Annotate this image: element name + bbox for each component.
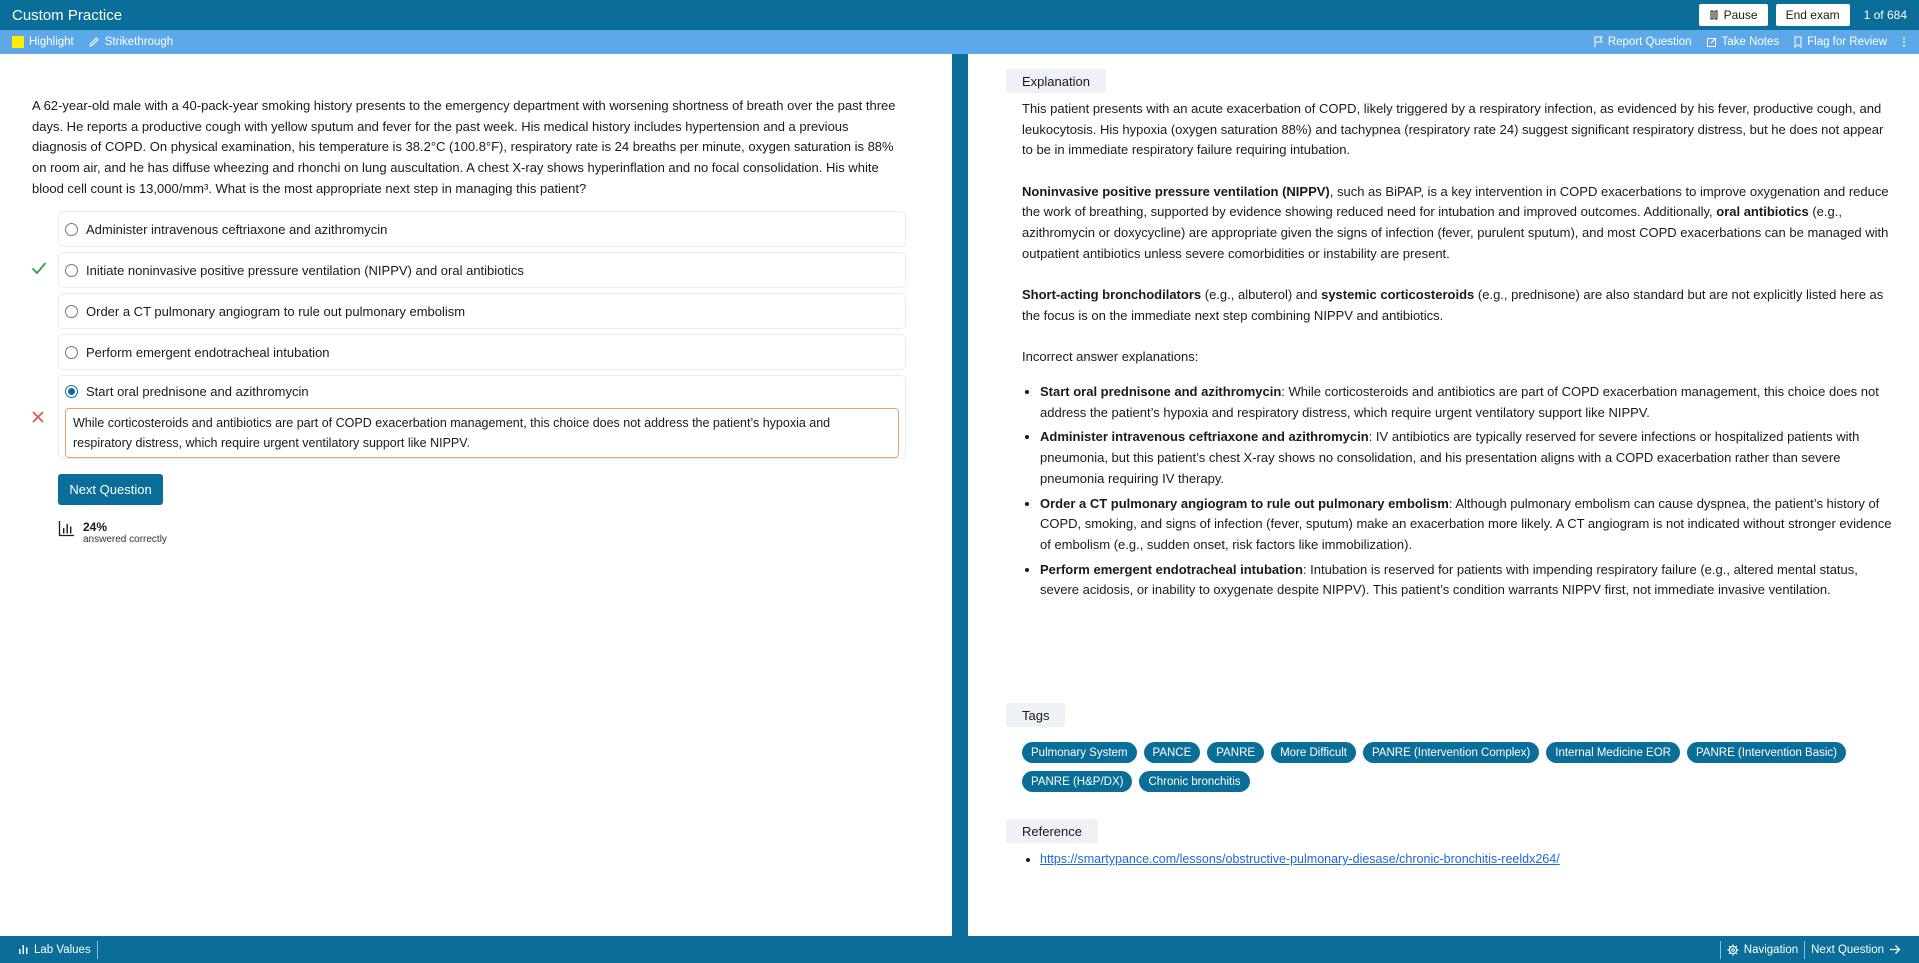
answer-choices	[58, 211, 906, 464]
explanation-pane	[968, 54, 1919, 936]
bar-chart-icon	[58, 520, 75, 537]
next-question-button[interactable]: Next Question	[58, 474, 163, 505]
radio-button[interactable]	[65, 264, 78, 277]
answer-choice-d[interactable]	[58, 334, 906, 370]
tag[interactable]: PANRE (H&P/DX)	[1022, 771, 1132, 792]
tag[interactable]: PANRE	[1207, 742, 1264, 763]
choice-label: Initiate noninvasive positive pressure ventilation (NIPPV) and oral antibiotics	[86, 262, 524, 278]
more-options-icon[interactable]	[1901, 36, 1907, 48]
report-label: Report Question	[1607, 36, 1692, 48]
flag-label: Flag for Review	[1807, 36, 1887, 48]
explanation-body	[1022, 99, 1892, 605]
navigation-label: Navigation	[1743, 943, 1799, 956]
lab-values-button[interactable]	[12, 944, 97, 956]
list-item: • Start oral prednisone and azithromycin: While corticosteroids and antibiotics are part of COPD exacerbation management, this choice does not address the patient’s hypoxia and respiratory distress, which require urgent ventilatory support like NIPPV.	[1040, 382, 1892, 423]
lab-values-label: Lab Values	[34, 943, 91, 956]
tag[interactable]: More Difficult	[1271, 742, 1356, 763]
answer-choice-c[interactable]	[58, 293, 906, 329]
choice-label: Perform emergent endotracheal intubation	[86, 344, 330, 360]
question-counter: 1 of 684	[1863, 8, 1907, 22]
highlight-tool[interactable]	[12, 36, 74, 48]
strikethrough-tool[interactable]	[88, 36, 173, 48]
tool-bar	[0, 30, 1919, 54]
arrow-right-icon	[1889, 944, 1901, 955]
divider	[97, 941, 98, 959]
notes-label: Take Notes	[1721, 36, 1780, 48]
percent-correct-label: answered correctly	[83, 534, 167, 545]
reference-heading: Reference	[1006, 819, 1098, 843]
answer-feedback: While corticosteroids and antibiotics are part of COPD exacerbation management, this choice does not address the patient’s hypoxia and respiratory distress, which require urgent ventilatory support like NIPPV.	[65, 408, 899, 458]
explanation-paragraph: Noninvasive positive pressure ventilation (NIPPV), such as BiPAP, is a key intervention in COPD exacerbations to improve oxygenation and reduce the work of breathing, supported by evidence showing reduced need for intubation and improved outcomes. Additionally, oral antibiotics (e.g., azithromycin or doxycycline) are appropriate given the signs of infection (fever, purulent sputum), and most COPD exacerbations can be managed with outpatient antibiotics unless severe comorbidities or instability are present.	[1022, 183, 1889, 261]
tag[interactable]: Chronic bronchitis	[1139, 771, 1249, 792]
gear-icon	[1727, 944, 1739, 956]
tags-heading: Tags	[1006, 703, 1065, 727]
navigation-button[interactable]	[1721, 944, 1804, 956]
top-bar	[0, 0, 1919, 30]
edit-icon	[1706, 36, 1718, 48]
report-question-button[interactable]	[1593, 36, 1692, 48]
end-exam-button[interactable]: End exam	[1776, 4, 1850, 26]
explanation-heading: Explanation	[1006, 69, 1106, 93]
radio-button[interactable]	[65, 346, 78, 359]
pause-icon	[1709, 10, 1719, 20]
radio-button-selected[interactable]	[65, 385, 78, 398]
flag-outline-icon	[1593, 36, 1604, 48]
answer-choice-e[interactable]	[58, 375, 906, 459]
percent-correct: 24%	[83, 520, 108, 534]
check-icon	[31, 261, 47, 275]
bottom-bar	[0, 936, 1919, 963]
question-pane	[0, 54, 952, 936]
pause-label: Pause	[1723, 8, 1758, 22]
list-item: • Perform emergent endotracheal intubation: Intubation is reserved for patients with impending respiratory failure (e.g., altered mental status, severe acidosis, or inability to oxygenate despite NIPPV). This patient’s condition warrants NIPPV first, not immediate invasive ventilation.	[1040, 560, 1892, 601]
incorrect-list	[1040, 382, 1892, 601]
question-stem: A 62-year-old male with a 40-pack-year smoking history presents to the emergency department with worsening shortness of breath over the past three days. He reports a productive cough with yellow sputum and fever for the past week. His medical history includes hypertension and a previous diagnosis of COPD. On physical examination, his temperature is 38.2°C (100.8°F), respiratory rate is 24 breaths per minute, oxygen saturation is 88% on room air, and he has diffuse wheezing and rhonchi on lung auscultation. A chest X-ray shows hyperinflation and no focal consolidation. His white blood cell count is 13,000/mm³. What is the most appropriate next step in managing this patient?	[32, 98, 896, 196]
tag-list	[1022, 742, 1902, 792]
pause-button[interactable]	[1699, 4, 1768, 26]
bar-chart-icon	[18, 944, 29, 955]
pane-divider[interactable]	[952, 54, 968, 936]
list-item: • Administer intravenous ceftriaxone and azithromycin: IV antibiotics are typically reserved for severe infections or hospitalized patients with pneumonia, but this patient’s chest X-ray shows no consolidation, and his presentation aligns with a COPD exacerbation rather than severe pneumonia requiring IV therapy.	[1040, 427, 1892, 489]
choice-label: Order a CT pulmonary angiogram to rule out pulmonary embolism	[86, 303, 466, 319]
choice-label: Start oral prednisone and azithromycin	[86, 384, 309, 399]
answer-choice-a[interactable]	[58, 211, 906, 247]
tag[interactable]: PANRE (Intervention Complex)	[1363, 742, 1539, 763]
tag[interactable]: Pulmonary System	[1022, 742, 1137, 763]
flag-review-button[interactable]	[1793, 36, 1887, 48]
highlight-label: Highlight	[29, 36, 74, 48]
radio-button[interactable]	[65, 223, 78, 236]
next-label: Next Question	[1811, 943, 1884, 956]
app-title: Custom Practice	[12, 6, 123, 24]
choice-label: Administer intravenous ceftriaxone and azithromycin	[86, 221, 388, 237]
radio-button[interactable]	[65, 305, 78, 318]
list-item	[1040, 852, 1560, 866]
x-icon	[31, 410, 45, 424]
take-notes-button[interactable]	[1706, 36, 1780, 48]
incorrect-heading: Incorrect answer explanations:	[1022, 348, 1199, 364]
tag[interactable]: Internal Medicine EOR	[1546, 742, 1680, 763]
pencil-icon	[88, 36, 100, 48]
footer-next-question-button[interactable]	[1805, 944, 1907, 956]
strikethrough-label: Strikethrough	[104, 36, 174, 48]
tag[interactable]: PANRE (Intervention Basic)	[1687, 742, 1846, 763]
list-item: • Order a CT pulmonary angiogram to rule out pulmonary embolism: Although pulmonary embolism can cause dyspnea, the patient’s history of COPD, smoking, and signs of infection (fever, sputum) make an exacerbation more likely. A CT angiogram is not indicated without stronger evidence of embolism (e.g., sudden onset, risk factors like immobilization).	[1040, 494, 1892, 556]
bookmark-icon	[1793, 36, 1803, 48]
explanation-paragraph: This patient presents with an acute exacerbation of COPD, likely triggered by a respiratory infection, as evidenced by his fever, productive cough, and leukocytosis. His hypoxia (oxygen saturation 88%) and tachypnea (respiratory rate 24) suggest significant respiratory distress, but he does not appear to be in immediate respiratory failure requiring intubation.	[1022, 101, 1884, 158]
reference-link[interactable]: https://smartypance.com/lessons/obstructive-pulmonary-diesase/chronic-bronchitis-reeldx264/	[1040, 852, 1560, 866]
highlight-icon	[12, 36, 24, 48]
answer-stats	[58, 520, 167, 545]
tag[interactable]: PANCE	[1144, 742, 1201, 763]
answer-choice-b[interactable]	[58, 252, 906, 288]
explanation-paragraph: Short-acting bronchodilators (e.g., albuterol) and systemic corticosteroids (e.g., prednisone) are also standard but are not explicitly listed here as the focus is on the immediate next step combining NIPPV and antibiotics.	[1022, 286, 1884, 323]
reference-list	[1040, 852, 1560, 866]
